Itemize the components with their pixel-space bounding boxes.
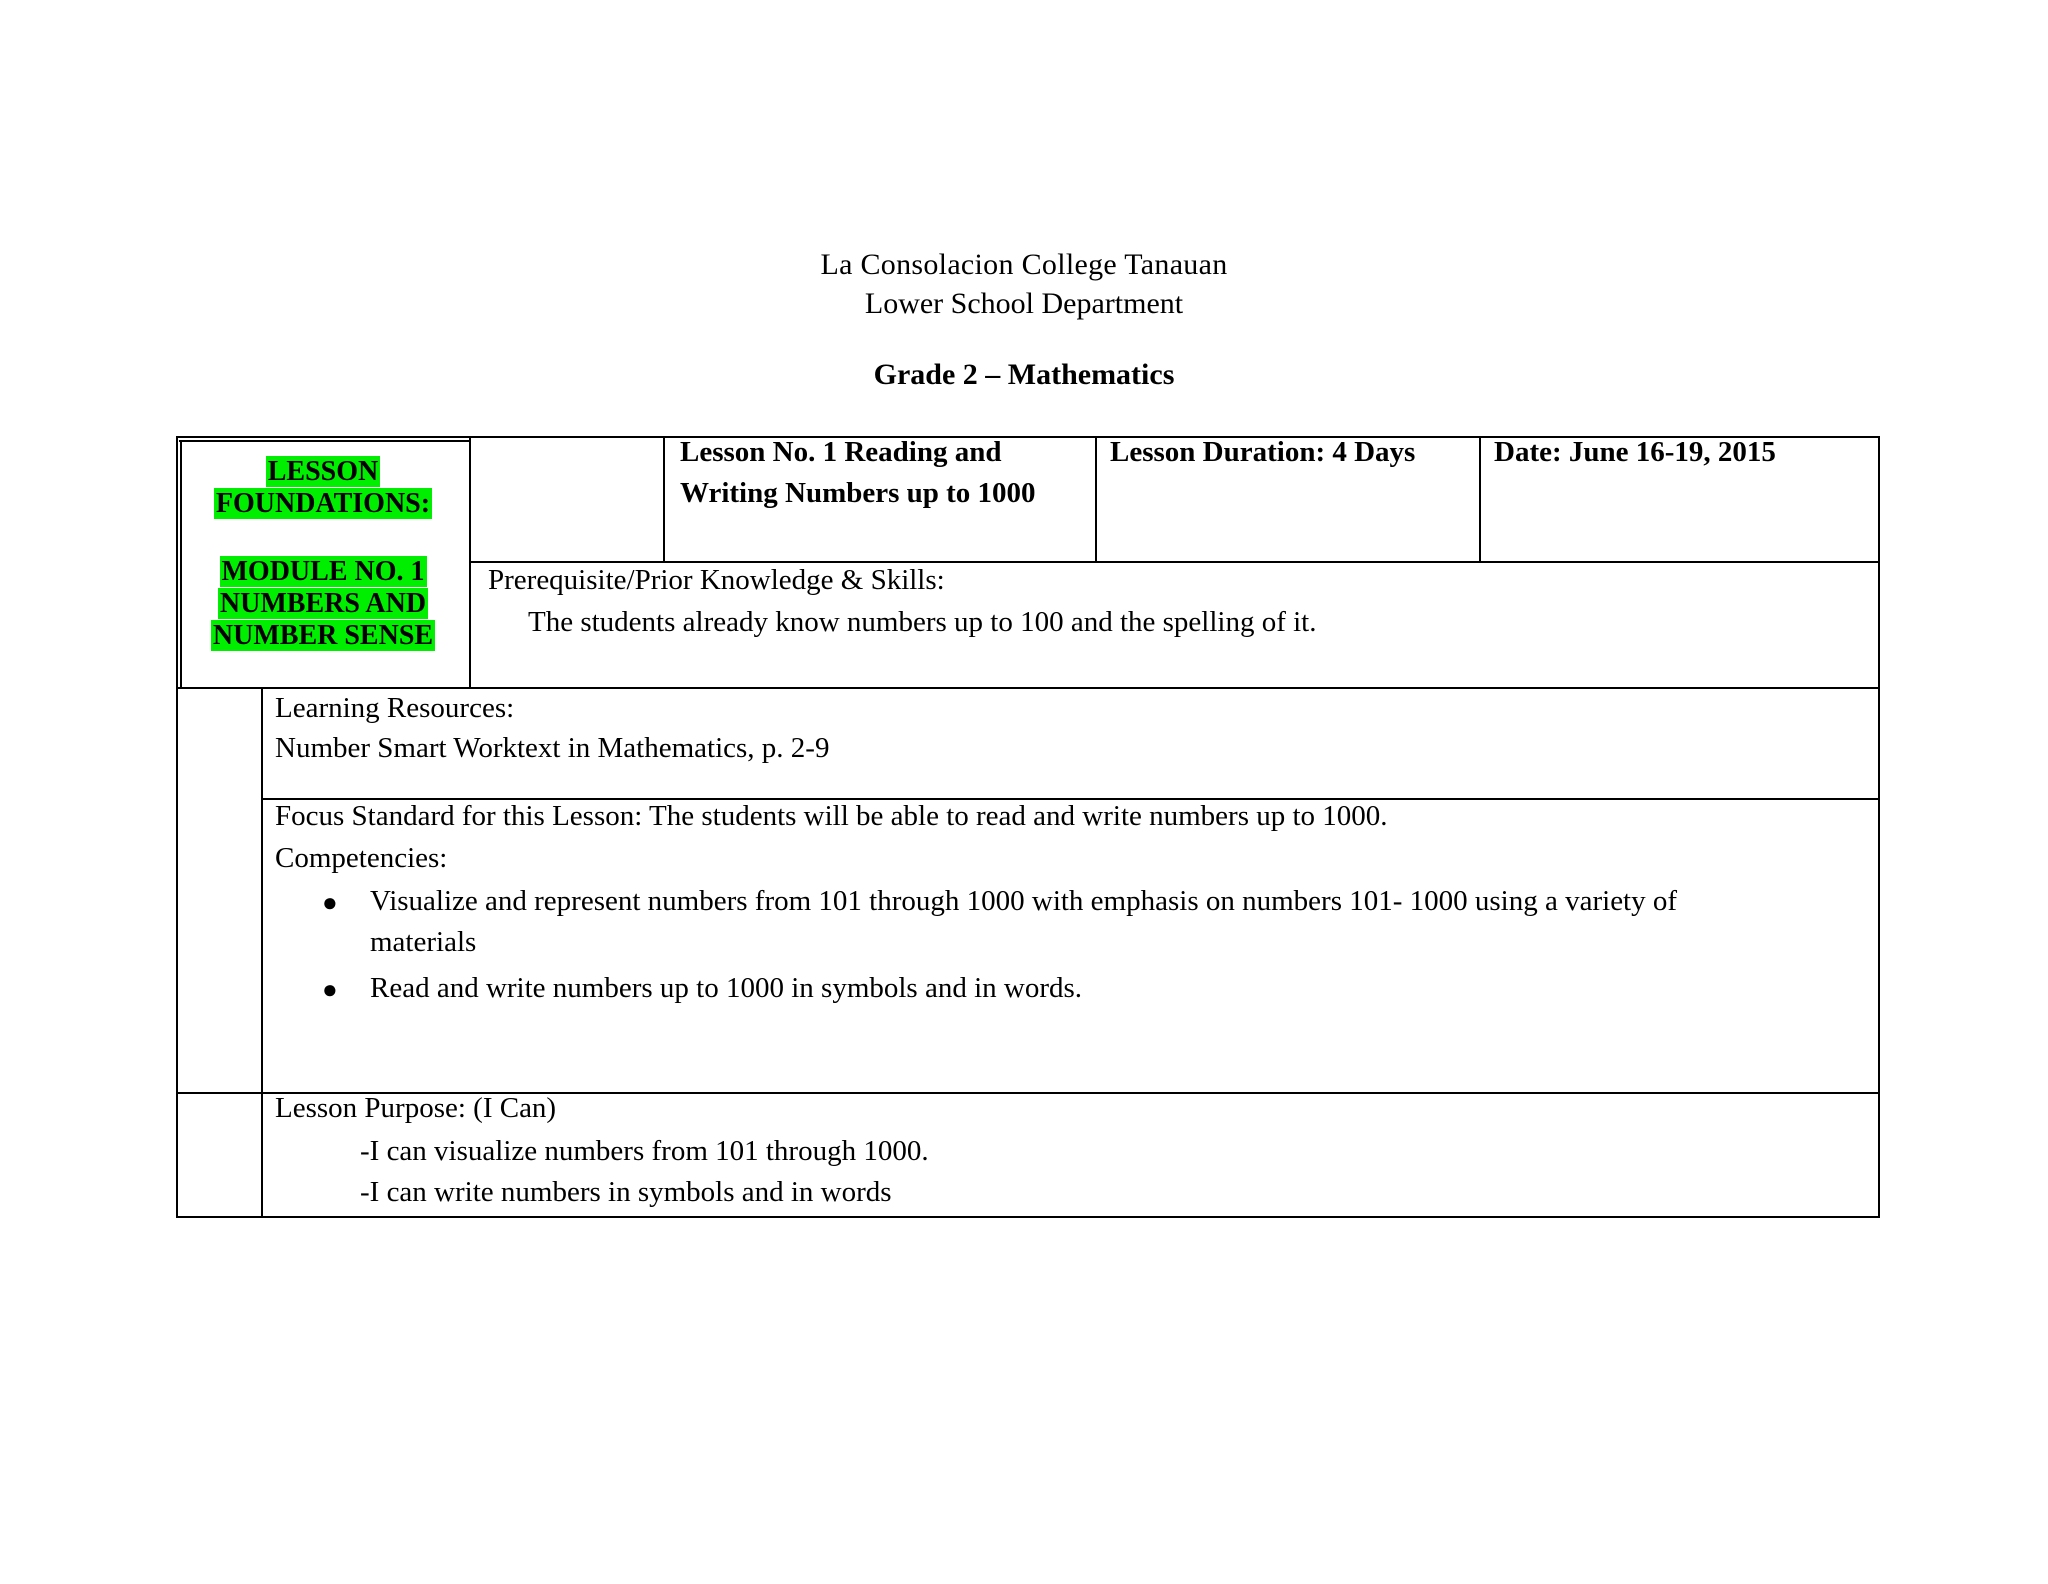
prerequisite-text: The students already know numbers up to 100 and the spelling of it. [528,606,1317,638]
foundations-label: FOUNDATIONS: [215,488,431,519]
lesson-number: Lesson No. 1 Reading and Writing Numbers up to 1000 [680,436,1036,509]
learning-resources-text: Number Smart Worktext in Mathematics, p. 2-9 [275,732,830,764]
bullet-icon: ● [322,975,338,1004]
learning-resources-title: Learning Resources: [275,692,515,724]
school-name: La Consolacion College Tanauan [820,248,1228,281]
module-topic-line1: NUMBERS AND [219,588,427,619]
lesson-purpose-item-2: -I can write numbers in symbols and in words [360,1176,892,1208]
subject-title: Grade 2 – Mathematics [873,358,1175,391]
prerequisite-title: Prerequisite/Prior Knowledge & Skills: [488,564,945,596]
lesson-purpose-title: Lesson Purpose: (I Can) [275,1092,557,1124]
competency-1: Visualize and represent numbers from 101 through 1000 with emphasis on numbers 101- 1000 using a variety of materials [370,885,1678,958]
module-number: MODULE NO. 1 [221,556,425,587]
competency-2: Read and write numbers up to 1000 in symbols and in words. [370,972,1083,1004]
focus-standard: Focus Standard for this Lesson: The students will be able to read and write numbers up to 1000. [275,800,1388,832]
module-label [180,556,466,652]
lesson-foundations-label [180,456,466,520]
bullet-icon: ● [322,888,338,917]
department-name: Lower School Department [864,287,1184,320]
module-topic-line2: NUMBER SENSE [212,620,434,651]
lesson-label: LESSON [267,456,379,487]
lesson-purpose-item-1: -I can visualize numbers from 101 through 1000. [360,1135,929,1167]
lesson-duration: Lesson Duration: 4 Days [1110,436,1416,468]
competencies-title: Competencies: [275,842,448,874]
lesson-date: Date: June 16-19, 2015 [1494,436,1776,468]
